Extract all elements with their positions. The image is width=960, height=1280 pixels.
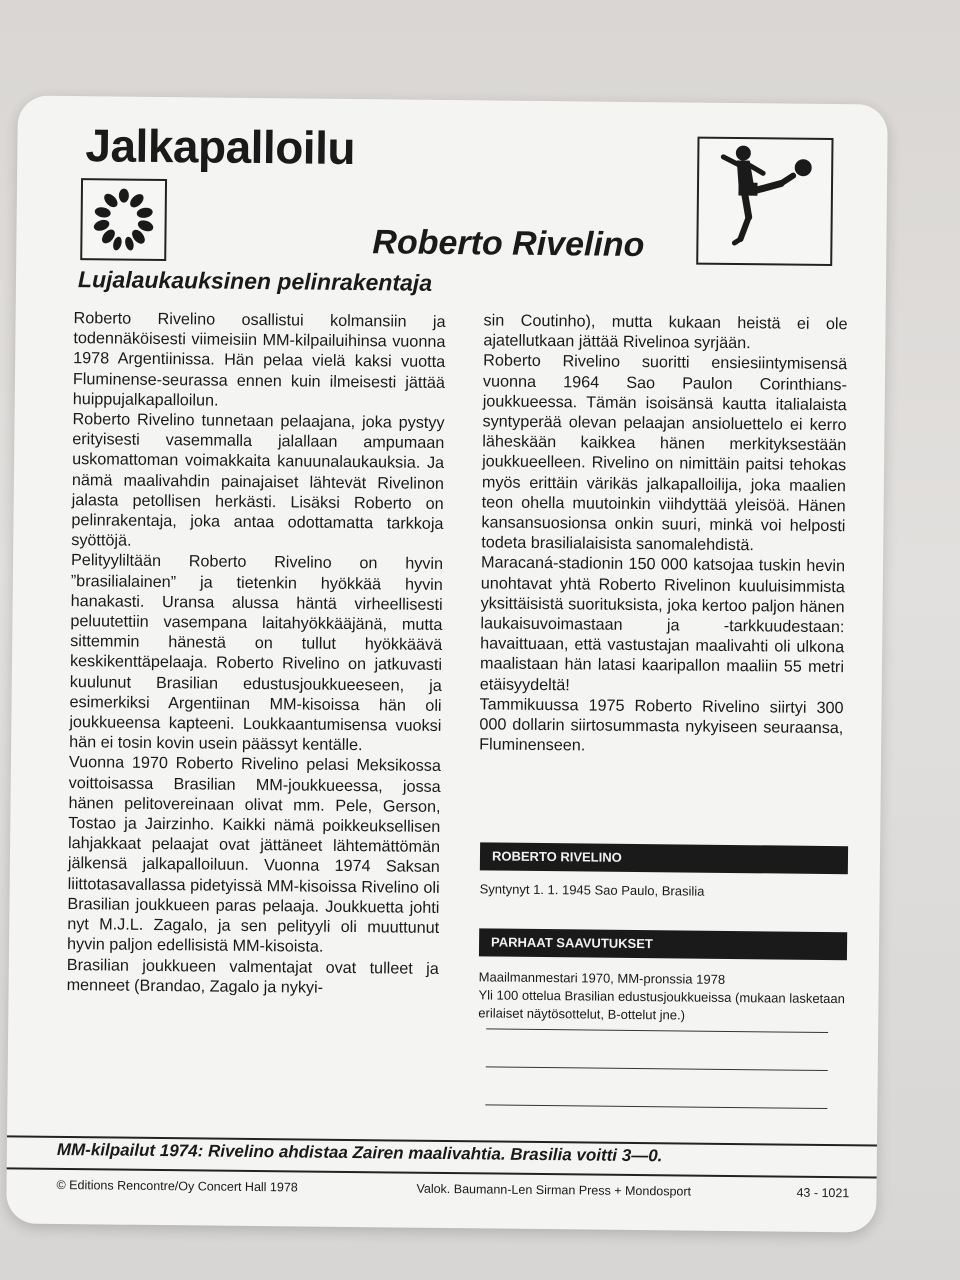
bio-paragraph: Brasilian joukkueen valmentajat ovat tulleet ja menneet (Brandao, Zagalo ja nykyi- — [66, 955, 439, 997]
bio-paragraph: Roberto Rivelino tunnetaan pelaajana, joka pystyy erityisesti vasemmalla jalallaan ampumaan uskomattoman voimakkaita kanuunalaukauksia. Ja nämä maalivahdin painajaiset lähtevät Rivelinon jalasta petollisen herkästi. Lisäksi Roberto on pelinrakentaja, joka antaa odottamatta tarkkoja syöttöjä. — [71, 410, 445, 550]
sport-title: Jalkapalloilu — [85, 119, 356, 175]
bio-paragraph: sin Coutinho), mutta kukaan heistä ei ole ajatellutkaan jättää Rivelinoa syrjään. — [483, 311, 848, 353]
ruled-line — [486, 1066, 828, 1071]
divider — [7, 1167, 877, 1178]
player-name: Roberto Rivelino — [372, 223, 645, 265]
achievements-header: PARHAAT SAAVUTUKSET — [479, 928, 847, 960]
card-subtitle: Lujalaukauksinen pelinrakentaja — [77, 266, 433, 296]
bio-paragraph: Roberto Rivelino osallistui kolmansiin ja todennäköisesti viimeisiin MM-kilpailuihinsa vuonna 1978 Argentiinissa. Hän pelaa vielä kaksi vuotta Fluminense-seurassa ennen kuin ilmeisesti jättää huippujalkapalloilun. — [72, 309, 446, 410]
birth-info: Syntynyt 1. 1. 1945 Sao Paulo, Brasilia — [479, 881, 705, 899]
photo-caption: MM-kilpailut 1974: Rivelino ahdistaa Zairen maalivahtia. Brasilia voitti 3—0. — [56, 1139, 663, 1166]
photo-credit: Valok. Baumann-Len Sirman Press + Mondosport — [416, 1181, 692, 1199]
bio-paragraph: Vuonna 1970 Roberto Rivelino pelasi Meksikossa voittoisassa Brasilian MM-joukkueessa, jossa hänen pelitovereinaan olivat mm. Pele, Gerson, Tostao ja Jairzinho. Kaikki nämä poikkeuksellisen lahjakkaat pelaajat ovat jättäneet lähtemättömän jälkensä jalkapalloiluun. Vuonna 1974 Saksan liittotasavallassa pidetyissä MM-kisoissa Rivelino oli Brasilian joukkueen paras pelaaja. Joukkuetta johti nyt M.J.L. Zagalo, ja sen pelityyli oli muuttunut hyvin paljon edellisistä MM-kisoista. — [66, 753, 442, 957]
ruled-line — [485, 1104, 827, 1109]
ruled-line — [486, 1028, 828, 1033]
card-number: 43 - 1021 — [796, 1185, 850, 1201]
sports-card — [6, 95, 888, 1232]
achievements-list — [478, 968, 849, 1026]
bio-paragraph: Maracaná-stadionin 150 000 katsojaa tuskin hevin unohtavat yhtä Roberto Rivelinon kuuluisimmista yksittäisistä suorituksista, joka kertoo paljon hänen laukaisuvoimastaan ja -tarkkuudestaan: havaittuaan, että vastustajan maalivahti oli ulkona maalistaan hän latasi kaaripallon maaliin 55 metri etäisyydeltä! — [479, 553, 846, 694]
laurel-wreath-icon — [80, 178, 167, 261]
achievement-item: Maailmanmestari 1970, MM-pronssia 1978 — [478, 969, 726, 987]
bio-paragraph: Pelityyliltään Roberto Rivelino on hyvin ”brasilialainen” ja tietenkin hyökkää hyvin hanakasti. Uransa alussa häntä virheellisesti peluutettiin vasempana laitahyökkääjänä, mutta sittemmin hänestä on tullut hyökkäävä keskikenttäpelaaja. Roberto Rivelino on jatkuvasti kuulunut Brasilian edustusjoukkueeseen, ja esimerkiksi Argentiinan MM-kisoissa hän oli joukkueensa kapteeni. Loukkaantumisensa vuoksi hän ei tosin kovin usein päässyt kentälle. — [69, 551, 444, 755]
bio-paragraph: Tammikuussa 1975 Roberto Rivelino siirtyi 300 000 dollarin siirtosummasta nykyiseen seuraansa, Fluminenseen. — [479, 695, 844, 755]
achievement-item: Yli 100 ottelua Brasilian edustusjoukkueissa (mukaan lasketaan erilaiset näytösottelut, B-ottelut jne.) — [478, 987, 845, 1023]
bio-paragraph: Roberto Rivelino suoritti ensiesiintymisensä vuonna 1964 Sao Paulon Corinthians-joukkueessa. Tämän isoisänsä kautta italialaista syntyperää olevan pelaajan ansioluettelo ei kerro läheskään kaikkea hänen merkityksestään joukkueelleen. Rivelino on nimittäin paitsi tehokas myös erittäin värikäs jalkapalloilija, joka maalien teon ohella muutoinkin viihdyttää yleisöä. Hänen kansansuosionsa onkin suuri, minkä voi helposti todeta brasilialaisista sanomalehdistä. — [481, 351, 848, 555]
biography-left-column — [67, 308, 446, 999]
footballer-kicking-icon — [696, 137, 833, 266]
copyright-text: © Editions Rencontre/Oy Concert Hall 1978 — [56, 1177, 298, 1195]
biography-right-column — [479, 310, 848, 758]
player-info-header: ROBERTO RIVELINO — [480, 842, 848, 874]
